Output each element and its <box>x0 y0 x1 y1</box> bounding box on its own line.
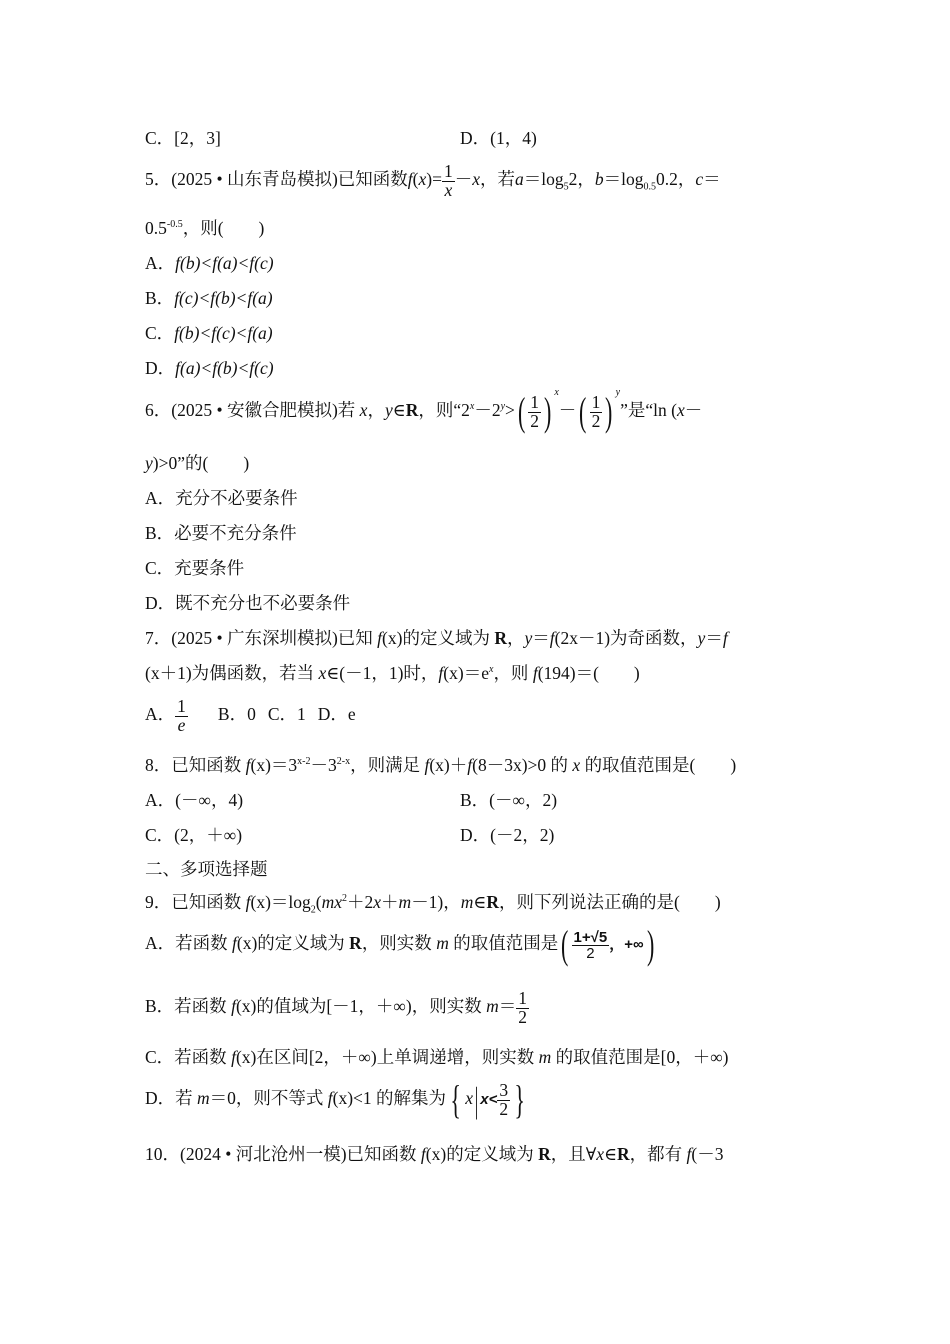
q9-c1: C．若函数 <box>145 1047 232 1067</box>
q9-d-brace-close: } <box>514 1077 526 1122</box>
section-multiple-choice-heading: 二、多项选择题 <box>145 859 268 879</box>
q9-option-a: A．若函数 f(x)的定义域为 R，则实数 m 的取值范围是( $\frac{1+√5}{2}$ ，+∞) <box>145 922 655 967</box>
q6-half-1 <box>528 394 541 430</box>
q8-number: 8． <box>145 755 172 775</box>
q5-rest2: ，则( ) <box>182 218 265 238</box>
q7-a-fraction <box>175 698 188 734</box>
q9-a-paren-close: ) <box>646 922 655 967</box>
q5-a: a <box>515 169 524 190</box>
q5-text: 已知函数 <box>337 169 408 190</box>
q8-option-c: C．(2，＋∞) <box>145 825 243 845</box>
q9-text1: 已知函数 <box>171 892 246 912</box>
q7-comma: ， <box>506 628 525 648</box>
q6-half-2 <box>590 394 603 430</box>
q7-option-c: C．1 <box>267 704 306 725</box>
q5-source: (2025 • 山东青岛模拟) <box>171 169 338 190</box>
q6-text1: 若 <box>337 400 360 421</box>
q6-half-1-den: 2 <box>530 410 539 431</box>
q9-c2: (x)在区间[2，＋∞)上单调递增，则实数 <box>235 1047 539 1067</box>
q7-text1: 已知 <box>337 628 378 648</box>
q10-text5: ，都有 <box>629 1144 687 1164</box>
q9-d-fraction <box>497 1082 510 1118</box>
q9-reals: R <box>486 892 500 912</box>
q9-a2: (x)的定义域为 <box>236 933 350 954</box>
q5-b-label: B． <box>145 288 175 308</box>
q5-f: f <box>407 169 413 190</box>
q5-frac-den: x <box>444 179 453 200</box>
q7-eq1: ＝ <box>532 628 550 648</box>
q5-minus: － <box>454 169 473 190</box>
q5-a-val: ＝log <box>523 169 564 190</box>
q6-option-c: C．充要条件 <box>145 558 245 578</box>
q9-text10: ，则下列说法正确的是( ) <box>499 892 721 912</box>
q7-text6: (2x－1)为奇函数， <box>554 628 698 648</box>
q9-a-reals: R <box>349 933 362 954</box>
q8-text5: (x)＋ <box>429 755 468 775</box>
q6-half-1-num: 1 <box>530 392 539 412</box>
q8-text2: (x)＝3 <box>250 755 298 775</box>
q5-x: x <box>418 169 427 190</box>
q5-d-expr: f(a)<f(b)<f(c) <box>175 358 274 378</box>
q6-text2: ， <box>367 400 385 421</box>
q7-stem: 7．(2025 • 广东深圳模拟)已知 f(x)的定义域为 R，y＝f(2x－1)为奇函数，y＝f <box>145 628 728 648</box>
q7-line2e: (194)＝( ) <box>537 663 640 683</box>
q9-text3: ( <box>315 892 322 912</box>
q8-text3: －3 <box>310 755 337 775</box>
q7-y1: y <box>524 628 533 648</box>
q6-stem: 6．(2025 • 安徽合肥模拟)若 x，y∈R，则“$2^x-2^y>$( $\frac{1}{2}$ ) $^x$－( $\frac{1}{2}$ ) $^y$”是“ln (x－ <box>145 387 703 434</box>
q5-option-c <box>145 325 273 343</box>
q10-text1: 已知函数 <box>346 1144 421 1164</box>
q5-option-d <box>145 360 274 378</box>
q9-d3: (x)<1 的解集为 <box>332 1088 447 1109</box>
q5-frac-num: 1 <box>443 161 453 181</box>
q5-b-expr: f(c)<f(b)<f(a) <box>174 288 273 308</box>
q6-text4: ，则“2 <box>418 400 470 421</box>
q9-text2: (x)＝log <box>250 892 311 912</box>
q5-number: 5． <box>145 169 172 190</box>
q5-b-val: ＝log <box>603 169 644 190</box>
q6-text9: － <box>684 400 703 421</box>
q9-d-x: x <box>465 1088 474 1109</box>
q6-minus: － <box>558 400 577 421</box>
q9-mx: mx <box>321 892 343 912</box>
q10-reals2: R <box>617 1144 630 1164</box>
q9-d2: ＝0，则不等式 <box>209 1088 328 1109</box>
q5-b-arg: 0.2， <box>656 169 696 190</box>
q8-exp1: x-2 <box>297 756 311 768</box>
q6-line2-y: y <box>145 453 153 473</box>
q7-reals: R <box>494 628 507 648</box>
q8-text1: 已知函数 <box>171 755 246 775</box>
q6-half-2-num: 1 <box>591 392 601 412</box>
q5-c-eq: ＝ <box>703 169 721 190</box>
q7-y2: y <box>697 628 706 648</box>
q5-stem: 5．(2025 • 山东青岛模拟)已知函数f(x)= $\frac{1}{x}$ －x，若$a=\log_52$，$b=\log_{0.5}0.2$，c＝ <box>145 161 721 200</box>
q6-stem-line2 <box>145 455 249 473</box>
q8-exp2: 2-x <box>336 756 351 768</box>
q10-text3: ，且∀ <box>550 1144 597 1164</box>
q4-option-d: D．(1，4) <box>460 128 537 148</box>
q5-fraction <box>442 163 455 199</box>
q9-d-bar: | <box>474 1080 479 1120</box>
q9-a1: A．若函数 <box>145 933 233 954</box>
q7-eq2: ＝ <box>705 628 723 648</box>
q5-base: 0.5 <box>145 218 167 238</box>
q6-y: y <box>384 400 393 421</box>
q7-option-a: A． <box>145 704 176 725</box>
q7-f: f <box>722 628 728 648</box>
q6-line2-rest: )>0”的( ) <box>152 453 250 473</box>
q9-plus: ＋ <box>381 892 399 912</box>
q7-options <box>145 698 356 734</box>
q5-a-label: A． <box>145 253 176 273</box>
q9-option-d: D．若 m＝0，则不等式 f(x)<1 的解集为 { x| x< $\frac{3}{2}$ } <box>145 1077 526 1122</box>
q5-exp: -0.5 <box>166 219 183 231</box>
q6-paren-open2: ( <box>579 389 587 434</box>
q9-a-paren-open: ( <box>561 922 569 967</box>
q6-paren-open: ( <box>517 389 526 434</box>
q6-paren-close: ) <box>543 389 552 434</box>
q5-c-expr: f(b)<f(c)<f(a) <box>174 323 273 343</box>
q8-option-a: A．(－∞，4) <box>145 790 244 810</box>
q4-option-c: C．[2，3] <box>145 128 221 148</box>
q9-b-num: 1 <box>518 988 527 1008</box>
q5-option-a <box>145 255 274 273</box>
q5-rest: ，若 <box>480 169 516 190</box>
q8-text7: 的取值范围是( ) <box>580 755 737 775</box>
q10-source: (2024 • 河北沧州一模) <box>180 1144 347 1164</box>
q6-number: 6． <box>145 400 172 421</box>
q7-line2b: ∈(－1，1)时， <box>326 663 439 683</box>
q5-a-expr: f(b)<f(a)<f(c) <box>175 253 274 273</box>
q7-stem-line2: (x＋1)为偶函数，若当 x∈(－1，1)时，$f(x)=e^x$，则 f(194)＝( ) <box>145 663 640 683</box>
q7-number: 7． <box>145 628 172 648</box>
q9-b1: B．若函数 <box>145 996 232 1017</box>
q7-source: (2025 • 广东深圳模拟) <box>171 628 338 648</box>
q9-m: m <box>460 892 474 912</box>
q9-stem: 9．已知函数 $f(x)=\log_2(mx^2+2x+m-1)$，m∈R，则下列说法正确的是( ) <box>145 892 721 916</box>
q9-option-c: C．若函数 f(x)在区间[2，＋∞)上单调递增，则实数 m 的取值范围是[0，＋∞) <box>145 1047 729 1067</box>
q9-d-cond: x< <box>480 1091 498 1109</box>
q5-eq: = <box>432 169 442 190</box>
q9-sub: 2 <box>310 904 316 916</box>
q5-a-arg: 2， <box>568 169 595 190</box>
q10-stem: 10．(2024 • 河北沧州一模)已知函数 f(x)的定义域为 R，且∀x∈R，都有 f(－3 <box>145 1144 724 1164</box>
q5-stem-line2 <box>145 220 264 238</box>
q6-option-a: A．充分不必要条件 <box>145 488 298 508</box>
q5-c: c <box>695 169 704 190</box>
q8-text6: (8－3x)>0 的 <box>472 755 573 775</box>
q5-b-sub: 0.5 <box>643 181 657 193</box>
q10-reals: R <box>538 1144 551 1164</box>
q9-d-brace-open: { <box>450 1077 461 1122</box>
q8-option-d: D．(－2，2) <box>460 825 555 845</box>
q7-option-b: B．0 <box>217 704 256 725</box>
q6-gt: > <box>505 400 515 421</box>
q9-b2: (x)的值域为[－1，＋∞)，则实数 <box>235 996 487 1017</box>
q9-a-den: 2 <box>586 944 595 962</box>
q9-text7: －1)， <box>411 892 461 912</box>
q7-option-d: D．e <box>317 704 356 725</box>
q9-option-b: B．若函数 f(x)的值域为[－1，＋∞)，则实数 m＝ $\frac{1}{2}$ <box>145 988 527 1027</box>
q9-d1: D．若 <box>145 1088 198 1109</box>
q9-a3: ，则实数 <box>361 933 437 954</box>
q6-half-2-den: 2 <box>591 410 601 431</box>
q9-in: ∈ <box>473 892 487 912</box>
q5-c-label: C． <box>145 323 175 343</box>
q5-a-sub: 5 <box>563 181 569 193</box>
q8-stem: 8．已知函数 $f(x)=3^{x-2}-3^{2-x}$，则满足 f(x)＋f(8－3x)>0 的 x 的取值范围是( ) <box>145 755 737 775</box>
q9-b3: ＝ <box>498 996 517 1017</box>
q5-x2: x <box>472 169 481 190</box>
q6-text8: ”是“ln ( <box>620 400 677 421</box>
q9-a-tail: ，+∞ <box>609 936 644 954</box>
q10-in: ∈ <box>604 1144 618 1164</box>
q9-a4: 的取值范围是 <box>448 933 559 954</box>
q10-text6: (－3 <box>691 1144 724 1164</box>
q7-text2: (x)的定义域为 <box>382 628 495 648</box>
q8-option-b: B．(－∞，2) <box>460 790 558 810</box>
q6-option-d: D．既不充分也不必要条件 <box>145 593 351 613</box>
q6-reals: R <box>405 400 419 421</box>
q9-a-fraction <box>572 930 610 961</box>
q9-a-num: 1+√5 <box>573 928 608 946</box>
q5-d-label: D． <box>145 358 176 378</box>
q9-b-den: 2 <box>518 1006 527 1027</box>
q5-option-b <box>145 290 273 308</box>
q9-number: 9． <box>145 892 172 912</box>
q6-option-b: B．必要不充分条件 <box>145 523 297 543</box>
q6-x: x <box>359 400 368 421</box>
q9-d-num: 3 <box>499 1080 509 1100</box>
q5-b: b <box>594 169 604 190</box>
q7-line2a: (x＋1)为偶函数，若当 <box>145 663 319 683</box>
q6-paren-close2: ) <box>605 389 613 434</box>
q7-a-den: e <box>177 714 186 735</box>
q6-in: ∈ <box>392 400 406 421</box>
q6-source: (2025 • 安徽合肥模拟) <box>171 400 338 421</box>
q9-c3: 的取值范围是[0，＋∞) <box>551 1047 729 1067</box>
q9-b-fraction <box>516 990 529 1026</box>
q10-number: 10． <box>145 1144 180 1164</box>
q7-line2d: ，则 <box>493 663 533 683</box>
q6-text5: －2 <box>474 400 501 421</box>
q7-line2c: (x)＝e <box>443 663 489 683</box>
q7-a-num: 1 <box>177 696 186 716</box>
q10-text2: (x)的定义域为 <box>425 1144 539 1164</box>
q9-text5: ＋2 <box>347 892 374 912</box>
q9-d-den: 2 <box>499 1098 509 1119</box>
q8-text4: ，则满足 <box>350 755 425 775</box>
